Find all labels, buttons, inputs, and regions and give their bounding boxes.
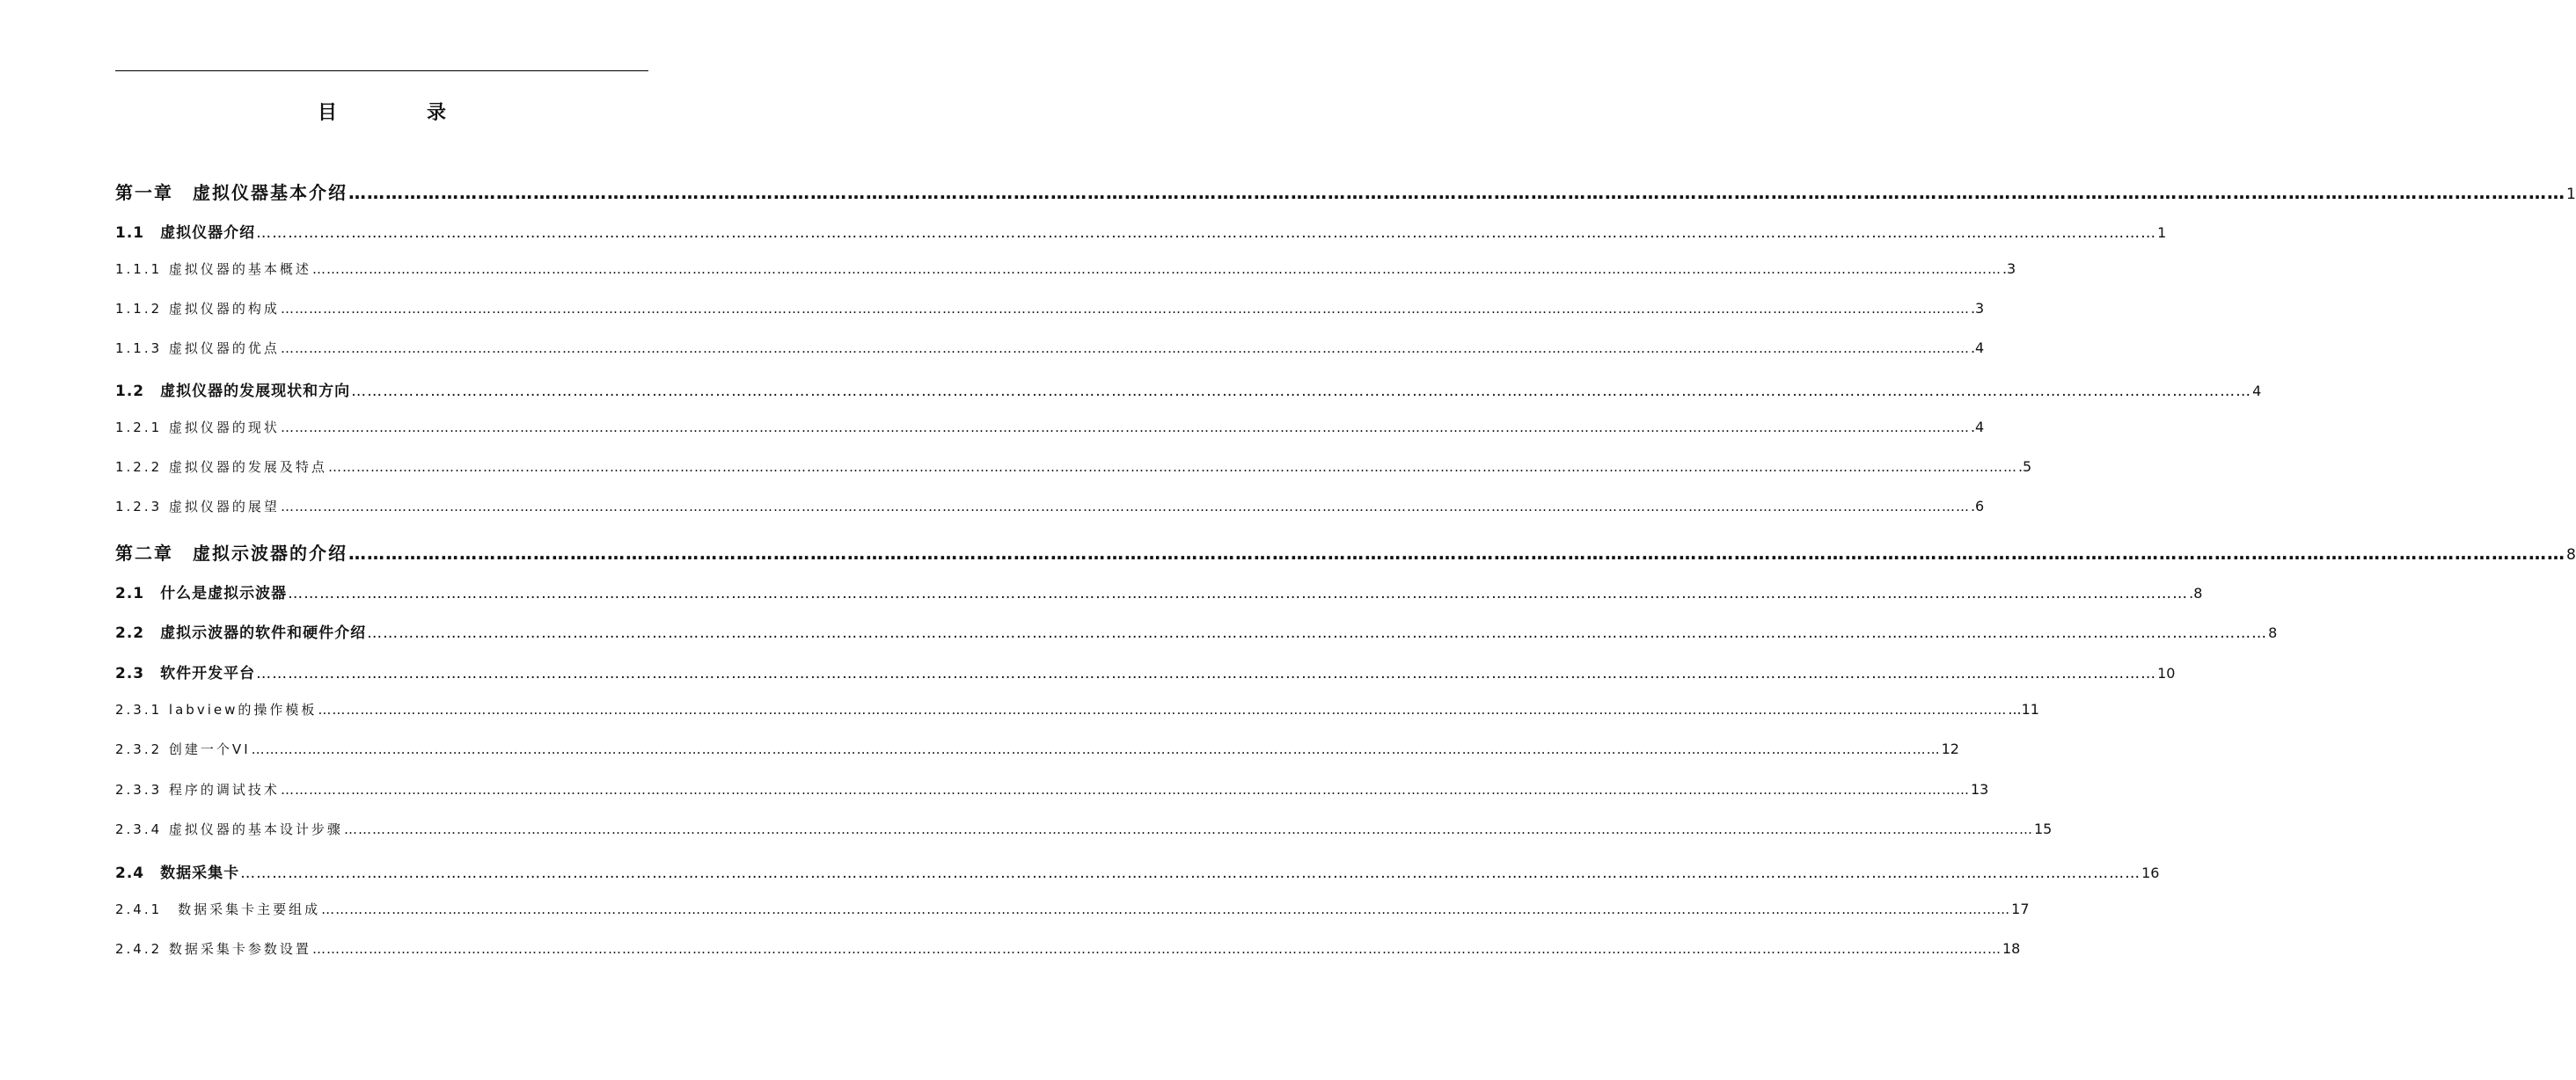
toc-entry-label: 2.4.1 数据采集卡主要组成 [115,901,321,917]
toc-leader-dots: ……………………………………………………………………………………………………………………………………………………………………………………………………………………………………………………………………………………………………………………………… [343,821,2033,837]
toc-leader-dots: ……………………………………………………………………………………………………………………………………………………………………………………………………………………………………………………………………………………………………………………………… [251,741,1941,757]
toc-entry-label: 2.3.2 创建一个VI [115,741,251,757]
toc-entry-label: 2.4 数据采集卡 [115,865,240,882]
toc-leader-dots: ……………………………………………………………………………………………………………………………………………………………………………………………………………………………………………………………………………………………………………………………… [256,665,2157,682]
toc-entry-page: 13 [1970,781,1989,798]
toc-entry-label: 1.2.2 虚拟仪器的发展及特点 [115,459,327,475]
toc-leader-dots: ……………………………………………………………………………………………………………………………………………………………………………………………………………………………………………………………………………………………………………………………… [348,182,2565,203]
toc-entry[interactable] [115,900,2030,924]
toc-entry[interactable] [115,700,2039,725]
toc-entry[interactable] [115,660,2176,685]
toc-entry-page: ...11 [2008,701,2039,718]
toc-entry-page: 18 [2002,940,2021,957]
header-rule [115,70,648,71]
toc-entry[interactable] [115,740,1959,764]
toc-leader-dots: ……………………………………………………………………………………………………………………………………………………………………………………………………………………………………………………………………………………………………………………………… [280,301,1970,317]
toc-entry-page: .4 [1970,419,1985,435]
toc-leader-dots: ……………………………………………………………………………………………………………………………………………………………………………………………………………………………………………………………………………………………………………………………… [321,901,2011,917]
toc-entry-page: 12 [1941,741,1959,757]
toc-entry-page: 17 [2011,901,2030,917]
toc-entry-page: .5 [2017,458,2032,475]
toc-entry-label: 2.3.1 labview的操作模板 [115,702,318,718]
toc-entry[interactable] [115,497,1985,522]
toc-entry-page: .6 [1970,498,1985,514]
toc-entry-page: 10 [2157,665,2176,682]
toc-entry[interactable] [115,179,2576,203]
toc-entry-label: 1.1.3 虚拟仪器的优点 [115,340,280,356]
toc-entry-label: 2.3 软件开发平台 [115,665,256,682]
toc-leader-dots: ……………………………………………………………………………………………………………………………………………………………………………………………………………………………………………………………………………………………………………………………… [311,261,2002,277]
toc-leader-dots: ……………………………………………………………………………………………………………………………………………………………………………………………………………………………………………………………………………………………………………………………… [318,702,2008,718]
toc-leader-dots: ……………………………………………………………………………………………………………………………………………………………………………………………………………………………………………………………………………………………………………………………… [311,941,2002,957]
toc-entry[interactable] [115,860,2160,885]
page-title: 目 录 [317,102,481,124]
toc-leader-dots: ……………………………………………………………………………………………………………………………………………………………………………………………………………………………………………………………………………………………………………………………… [256,224,2157,242]
toc-leader-dots: ……………………………………………………………………………………………………………………………………………………………………………………………………………………………………………………………………………………………………………………………… [280,782,1970,798]
toc-leader-dots: ……………………………………………………………………………………………………………………………………………………………………………………………………………………………………………………………………………………………………………………………… [240,865,2141,882]
toc-entry-page: 1 [2157,224,2167,241]
toc-entry-page: 1 [2566,186,2576,203]
toc-entry[interactable] [115,418,1985,442]
toc-entry-page: 15 [2033,821,2053,837]
toc-leader-dots: ……………………………………………………………………………………………………………………………………………………………………………………………………………………………………………………………………………………………………………………………… [348,543,2565,564]
toc-entry[interactable] [115,220,2167,244]
toc-entry[interactable] [115,378,2262,403]
toc-entry-label: 2.3.4 虚拟仪器的基本设计步骤 [115,821,343,837]
toc-entry-page: .3 [1970,300,1985,317]
toc-entry-label: 1.2.1 虚拟仪器的现状 [115,420,280,435]
toc-leader-dots: ……………………………………………………………………………………………………………………………………………………………………………………………………………………………………………………………………………………………………………………………… [280,340,1970,356]
toc-entry-label: 第二章 虚拟示波器的介绍 [115,543,348,564]
toc-leader-dots: ……………………………………………………………………………………………………………………………………………………………………………………………………………………………………………………………………………………………………………………………… [327,459,2017,475]
toc-entry-page: 8 [2268,624,2278,641]
toc-entry-label: 2.1 什么是虚拟示波器 [115,585,288,602]
toc-entry-page: .3 [2002,260,2016,277]
toc-entry[interactable] [115,259,2016,284]
toc-entry-page: .8 [2189,585,2203,602]
toc-leader-dots: ……………………………………………………………………………………………………………………………………………………………………………………………………………………………………………………………………………………………………………………………… [280,420,1970,435]
toc-entry-page: 16 [2141,865,2160,881]
toc-entry[interactable] [115,339,1985,363]
toc-leader-dots: ……………………………………………………………………………………………………………………………………………………………………………………………………………………………………………………………………………………………………………………………… [367,624,2268,642]
toc-entry-page: 4 [2252,383,2262,399]
toc-entry-label: 第一章 虚拟仪器基本介绍 [115,182,348,203]
toc-entry-label: 1.1.1 虚拟仪器的基本概述 [115,261,311,277]
toc-entry-label: 2.2 虚拟示波器的软件和硬件介绍 [115,624,367,642]
toc-entry-label: 1.1.2 虚拟仪器的构成 [115,301,280,317]
toc-entry[interactable] [115,939,2021,964]
toc-entry[interactable] [115,780,1989,805]
toc-entry[interactable] [115,299,1985,324]
toc-entry-label: 1.2.3 虚拟仪器的展望 [115,499,280,514]
toc-entry-page: .4 [1970,339,1985,356]
toc-leader-dots: ……………………………………………………………………………………………………………………………………………………………………………………………………………………………………………………………………………………………………………………………… [351,383,2252,400]
toc-entry-label: 2.4.2 数据采集卡参数设置 [115,941,311,957]
toc-entry-label: 1.1 虚拟仪器介绍 [115,224,256,242]
toc-entry-label: 2.3.3 程序的调试技术 [115,782,280,798]
toc-entry[interactable] [115,820,2053,844]
toc-entry[interactable] [115,620,2278,645]
toc-entry[interactable] [115,457,2032,482]
toc-leader-dots: ……………………………………………………………………………………………………………………………………………………………………………………………………………………………………………………………………………………………………………………………… [288,585,2189,602]
toc-entry-label: 1.2 虚拟仪器的发展现状和方向 [115,383,351,400]
toc-entry[interactable] [115,539,2576,564]
toc-entry[interactable] [115,580,2203,605]
toc-leader-dots: ……………………………………………………………………………………………………………………………………………………………………………………………………………………………………………………………………………………………………………………………… [280,499,1970,514]
toc-entry-page: 8 [2566,546,2576,564]
